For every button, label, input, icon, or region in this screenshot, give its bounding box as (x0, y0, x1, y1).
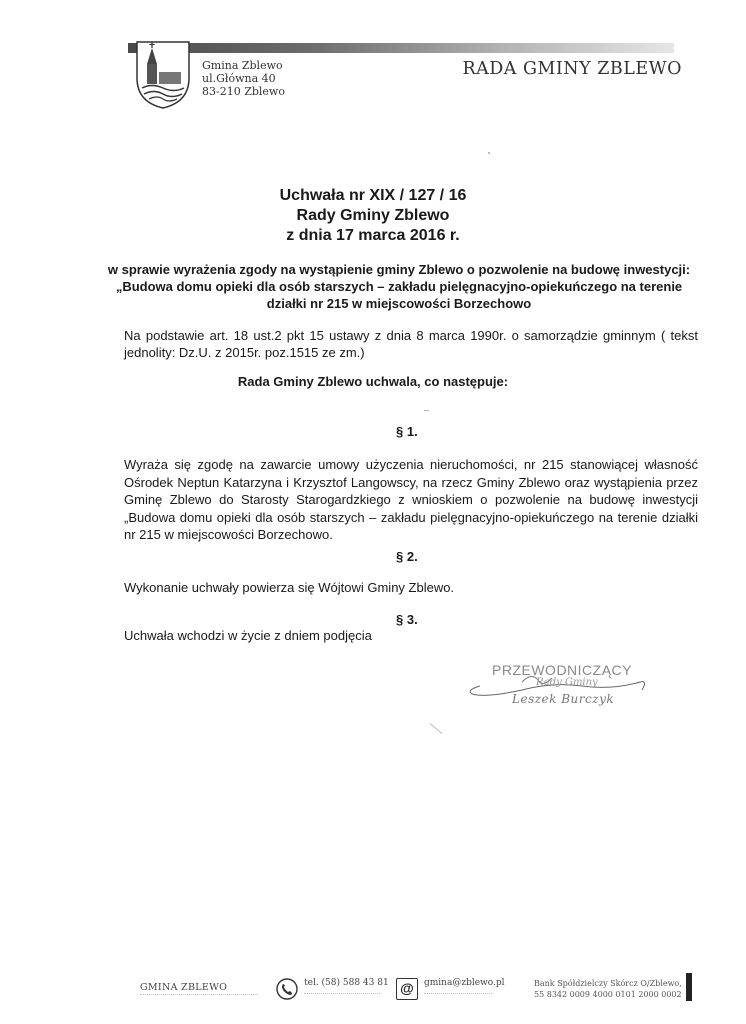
footer-faded-line (304, 993, 380, 994)
section-text-2: Wykonanie uchwały powierza się Wójtowi Gminy Zblewo. (124, 580, 455, 595)
footer-phone: tel. (58) 588 43 81 (304, 978, 389, 988)
stamp-subtitle: Rady Gminy (536, 677, 598, 688)
scan-speck (424, 410, 429, 411)
scan-speck (488, 152, 490, 154)
letterhead-bar (128, 43, 674, 53)
letterhead-address (202, 59, 285, 98)
footer-email: gmina@zblewo.pl (424, 978, 505, 988)
letterhead-footer (0, 970, 746, 1010)
footer-faded-line (140, 994, 258, 997)
footer-bank (534, 978, 682, 1000)
section-text-1: Wyraża się zgodę na zawarcie umowy użyczenia nieruchomości, nr 215 stanowiącej własność Ośrodek Neptun Katarzyna i Krzysztof Langowscy, na rzecz Gminy Zblewo oraz wystąpienia przez Gminę Zblewo do Starosty Starogardzkiego z wnioskiem o pozwolenie na budowę inwestycji „Budowa domu opieki dla osób starszych – zakładu pielęgnacyjno-opiekuńczego na terenie działki nr 215 w miejscowości Borzechowo. (124, 457, 698, 542)
bank-name: Bank Spółdzielczy Skórcz O/Zblewo, (534, 979, 682, 988)
subject-line: w sprawie wyrażenia zgody na wystąpienie gminy Zblewo o pozwolenie na budowę inwestycji: (107, 262, 691, 277)
footer-gmina: GMINA ZBLEWO (140, 982, 228, 993)
resolution-date: z dnia 17 marca 2016 r. (286, 227, 460, 244)
phone-handset-icon (276, 978, 298, 1000)
resolves-statement: Rada Gminy Zblewo uchwala, co następuje: (237, 374, 509, 389)
legal-basis: Na podstawie art. 18 ust.2 pkt 15 ustawy z dnia 8 marca 1990r. o samorządzie gminnym ( tekst jednolity: Dz.U. z 2015r. poz.1515 ze zm.) (124, 328, 698, 360)
resolution-subject (104, 261, 694, 312)
bank-account: 55 8342 0009 4000 0101 2000 0002 (534, 990, 682, 999)
stamp-title: PRZEWODNICZĄCY (492, 662, 632, 678)
coat-of-arms-icon (134, 38, 192, 110)
section-text-3: Uchwała wchodzi w życie z dniem podjęcia (124, 628, 372, 643)
section-mark-1: § 1. (396, 424, 418, 439)
section-mark-2: § 2. (396, 549, 418, 564)
section-mark-3: § 3. (396, 612, 418, 627)
scan-speck (430, 723, 443, 734)
resolution-number: Uchwała nr XIX / 127 / 16 (279, 187, 467, 204)
stamp-name: Leszek Burczyk (512, 692, 615, 706)
footer-faded-line (424, 993, 492, 994)
resolution-title (0, 186, 746, 246)
council-name: RADA GMINY ZBLEWO (462, 59, 682, 79)
footer-scan-mark (686, 973, 692, 1001)
address-line: ul.Główna 40 (202, 72, 276, 85)
subject-line: działki nr 215 w miejscowości Borzechowo (266, 296, 532, 311)
resolution-issuer: Rady Gminy Zblewo (296, 207, 450, 224)
at-sign-icon: @ (396, 978, 418, 1000)
address-line: Gmina Zblewo (202, 59, 283, 72)
subject-line: „Budowa domu opieki dla osób starszych – zakładu pielęgnacyjno-opiekuńczego na terenie (115, 279, 683, 294)
address-line: 83-210 Zblewo (202, 85, 285, 98)
